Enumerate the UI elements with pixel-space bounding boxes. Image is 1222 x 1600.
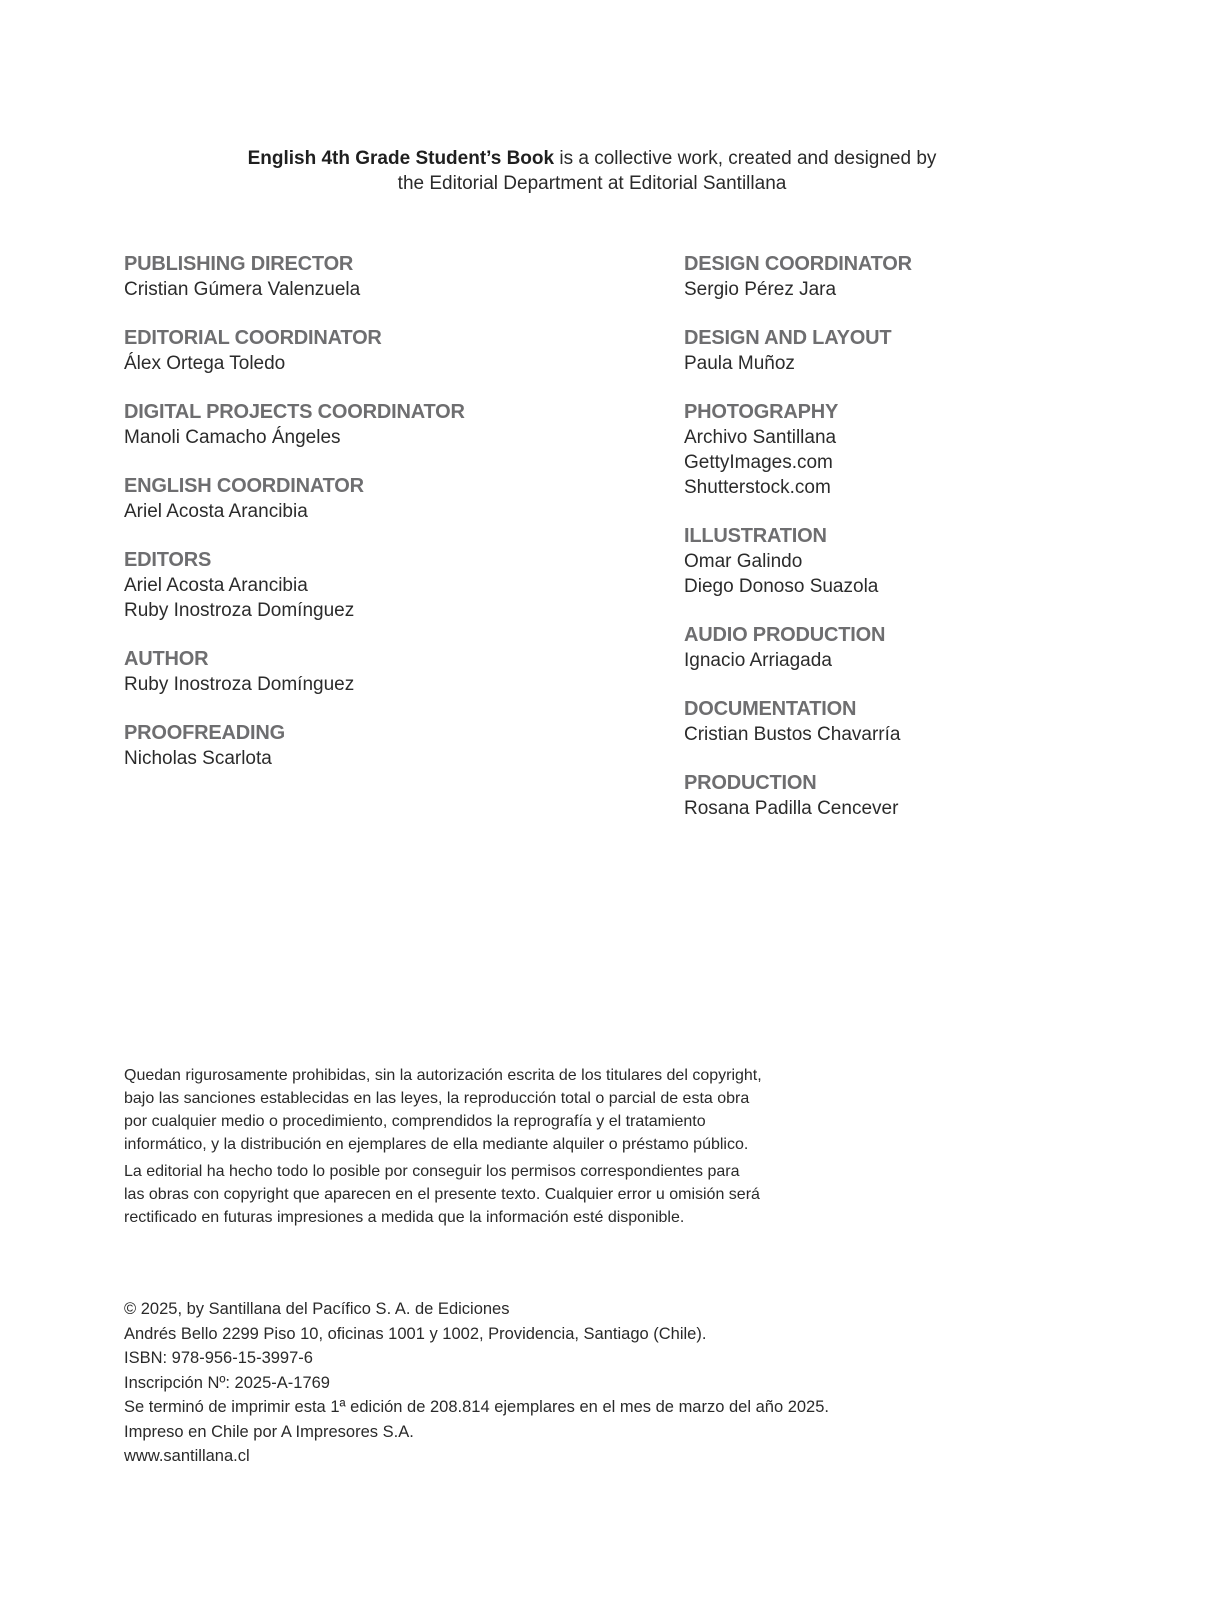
credit-name: Nicholas Scarlota [124,748,272,769]
credit-name: Shutterstock.com [684,477,831,498]
credit-name: Diego Donoso Suazola [684,576,879,597]
intro-line-1 [0,146,1184,171]
credit-group-illustration [684,524,1154,599]
credit-name: Paula Muñoz [684,353,795,374]
intro-statement [0,146,1184,196]
credit-name: GettyImages.com [684,452,833,473]
credit-role: DOCUMENTATION [684,698,857,720]
credit-name: Omar Galindo [684,551,803,572]
credit-group-photography [684,400,1154,500]
credit-role: PHOTOGRAPHY [684,401,839,423]
credit-group-documentation [684,697,1154,747]
credit-name: Ariel Acosta Arancibia [124,501,308,522]
credit-role: EDITORS [124,549,212,571]
credit-group-publishing-director [124,252,594,302]
legal-line: las obras con copyright que aparecen en el presente texto. Cualquier error u omisión será [124,1186,760,1203]
credit-role: PRODUCTION [684,772,817,794]
legal-line: rectificado en futuras impresiones a medida que la información esté disponible. [124,1209,685,1226]
book-title: English 4th Grade Student’s Book [247,148,555,169]
credit-role: DESIGN AND LAYOUT [684,327,892,349]
credit-name: Archivo Santillana [684,427,837,448]
credit-name: Cristian Bustos Chavarría [684,724,901,745]
intro-line-1-rest: is a collective work, created and designed by [554,148,937,169]
credit-group-proofreading [124,721,594,771]
imprint-line: Inscripción Nº: 2025-A-1769 [124,1373,330,1392]
credit-role: DESIGN COORDINATOR [684,253,912,275]
credit-name: Ignacio Arriagada [684,650,832,671]
credit-group-design-and-layout [684,326,1154,376]
legal-line: Quedan rigurosamente prohibidas, sin la autorización escrita de los titulares del copyright, [124,1067,762,1084]
credit-role: AUDIO PRODUCTION [684,624,886,646]
credit-role: DIGITAL PROJECTS COORDINATOR [124,401,465,423]
imprint-line: www.santillana.cl [124,1447,250,1465]
credit-name: Sergio Pérez Jara [684,279,837,300]
intro-line-2: the Editorial Department at Editorial Santillana [397,173,787,194]
imprint-line: ISBN: 978-956-15-3997-6 [124,1349,313,1367]
credit-group-editors [124,548,594,623]
credit-role: ENGLISH COORDINATOR [124,475,364,497]
credit-role: PUBLISHING DIRECTOR [124,253,354,275]
credit-group-author [124,647,594,697]
imprint-line: Impreso en Chile por A Impresores S.A. [124,1422,414,1441]
imprint-line: Andrés Bello 2299 Piso 10, oficinas 1001 y 1002, Providencia, Santiago (Chile). [124,1324,707,1343]
legal-paragraph-permissions [124,1160,844,1229]
credit-name: Álex Ortega Toledo [124,353,286,374]
legal-notice [124,1064,844,1233]
credit-name: Ruby Inostroza Domínguez [124,600,355,621]
credits-left-column [124,252,594,795]
credit-role: AUTHOR [124,648,209,670]
legal-line: informático, y la distribución en ejemplares de ella mediante alquiler o préstamo público. [124,1136,749,1153]
credit-group-design-coordinator [684,252,1154,302]
credit-name: Rosana Padilla Cencever [684,798,899,819]
credit-group-audio-production [684,623,1154,673]
legal-line: bajo las sanciones establecidas en las leyes, la reproducción total o parcial de esta obra [124,1090,750,1107]
legal-paragraph-copyright [124,1064,844,1156]
credit-group-english-coordinator [124,474,594,524]
credit-name: Cristian Gúmera Valenzuela [124,279,361,300]
credit-group-editorial-coordinator [124,326,594,376]
imprint-info [124,1297,924,1469]
credit-group-production [684,771,1154,821]
credit-name: Ruby Inostroza Domínguez [124,674,355,695]
imprint-line: © 2025, by Santillana del Pacífico S. A. de Ediciones [124,1300,510,1318]
imprint-line: Se terminó de imprimir esta 1ª edición de 208.814 ejemplares en el mes de marzo del año 2025. [124,1398,829,1416]
credit-role: ILLUSTRATION [684,525,827,547]
legal-line: por cualquier medio o procedimiento, comprendidos la reprografía y el tratamiento [124,1113,706,1130]
legal-line: La editorial ha hecho todo lo posible por conseguir los permisos correspondientes para [124,1163,740,1180]
credit-group-digital-projects-coordinator [124,400,594,450]
credit-role: PROOFREADING [124,722,285,744]
credits-right-column [684,252,1154,845]
credit-name: Ariel Acosta Arancibia [124,575,308,596]
credit-role: EDITORIAL COORDINATOR [124,327,382,349]
credit-name: Manoli Camacho Ángeles [124,427,341,448]
